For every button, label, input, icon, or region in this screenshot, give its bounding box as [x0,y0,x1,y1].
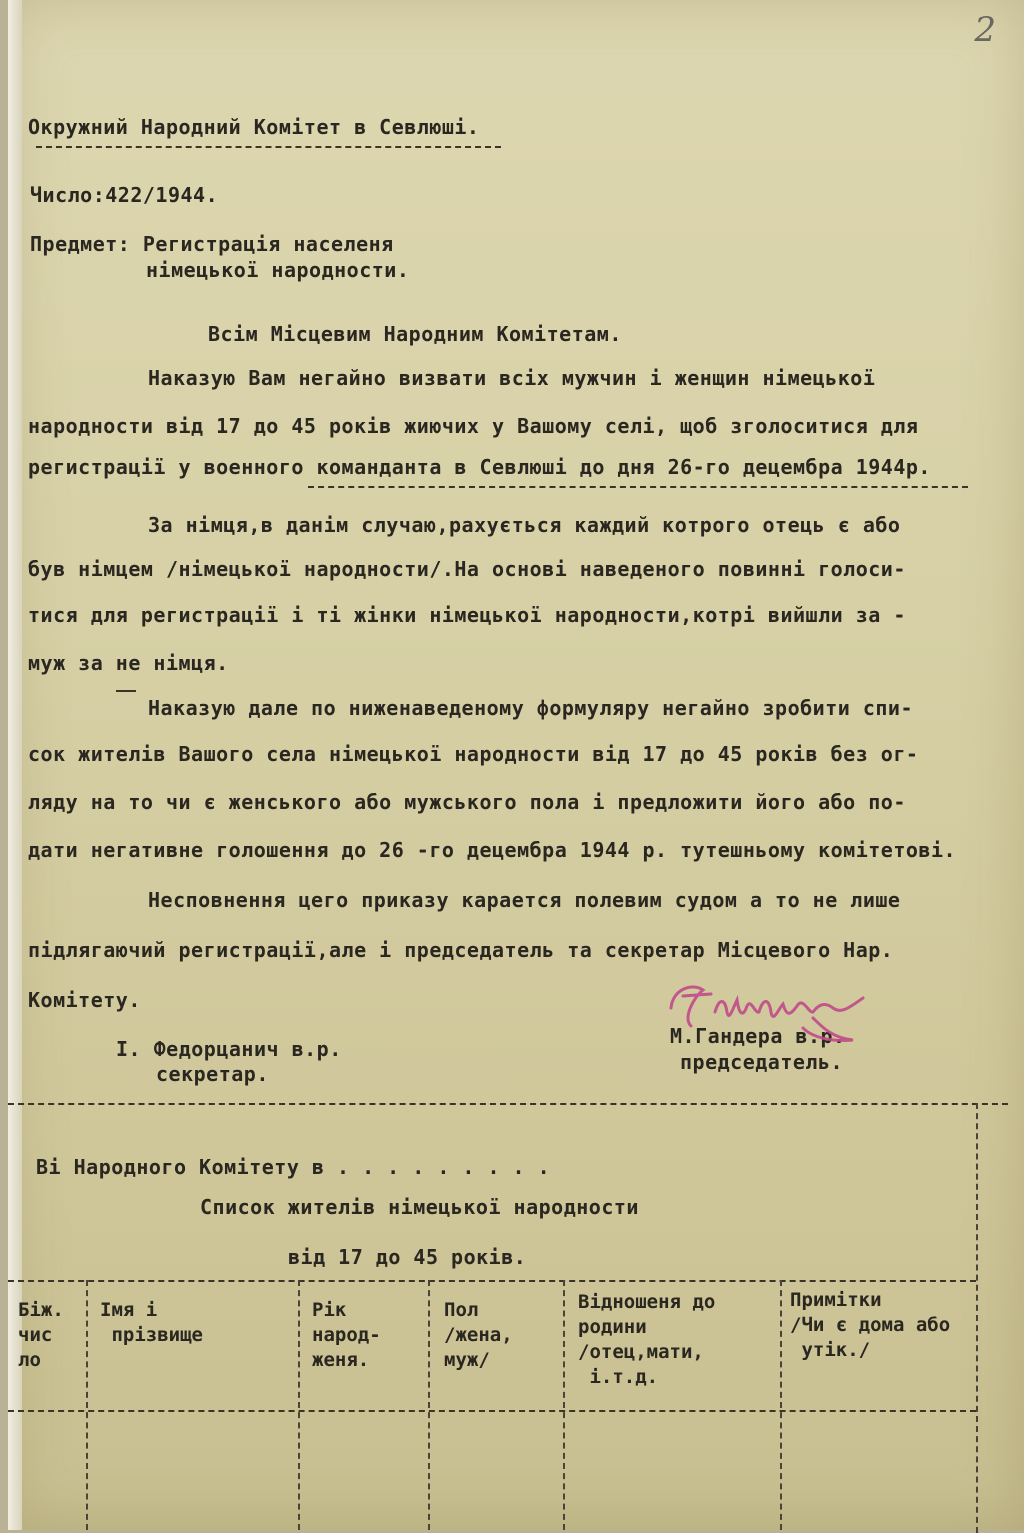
handwritten-signature [663,968,873,1048]
body-line: підлягаючий регистрації,але і председатель та секретар Місцевого Нар. [28,938,894,962]
column-header-sex: Пол /жена, муж/ [444,1299,513,1371]
table-divider [563,1280,565,1530]
body-line: ляду на то чи є женського або мужського пола і предложити його або по- [28,790,906,814]
organization-title: Окружний Народний Комітет в Севлюші. [28,115,480,139]
body-line: регистрації у военного команданта в Севлюші до дня 26-го децембра 1944р. [28,455,931,479]
subject-line-2: німецької народности. [146,258,410,282]
document-page [8,0,1024,1530]
body-line: За німця,в данім случаю,рахується каждий котрого отець є або [148,513,901,537]
form-top-rule [8,1103,1008,1105]
body-line: сок жителів Вашого села німецької народности від 17 до 45 років без ог- [28,742,919,766]
body-line: Несповнення цего приказу карается полевим судом а то не лише [148,888,901,912]
table-top-rule [8,1280,976,1282]
addressee: Всім Місцевим Народним Комітетам. [208,322,622,346]
chairman-name: М.Гандера в.р. [670,1024,846,1048]
body-line: муж за не німця. [28,651,229,675]
body-line: Наказую дале по ниженаведеному формуляру негайно зробити спи- [148,696,914,720]
form-subtitle: від 17 до 45 років. [288,1245,527,1269]
table-divider [428,1280,430,1530]
column-header-relation: Відношеня до родини /отец,мати, і.т.д. [578,1291,716,1388]
form-right-border [976,1103,978,1533]
body-underline [308,486,968,488]
table-divider [780,1280,782,1530]
secretary-name: І. Федорцанич в.р. [116,1037,342,1061]
column-header-birth-year: Рік народ- женя. [312,1299,381,1371]
form-from-line: Ві Народного Комітету в . . . . . . . . . [36,1155,551,1179]
table-divider [298,1280,300,1530]
body-line: народности від 17 до 45 років жиючих у Вашому селі, щоб зголоситися для [28,414,919,438]
document-number: Число:422/1944. [30,183,219,207]
title-underline [36,146,501,148]
subject-line-1: Предмет: Регистрація населеня [30,232,394,256]
form-title: Список жителів німецької народности [200,1195,639,1219]
archive-page-number: 2 [974,10,996,50]
body-line: Наказую Вам негайно визвати всіх мужчин і женщин німецької [148,366,876,390]
table-divider [86,1280,88,1530]
body-line: дати негативне голошення до 26 -го децембра 1944 р. тутешньому комітетові. [28,838,957,862]
column-header-notes: Примітки /Чи є дома або утік./ [790,1289,951,1361]
body-line: тися для регистрації і ті жінки німецької народности,котрі вийшли за - [28,603,906,627]
body-line: був німцем /німецької народности/.На основі наведеного повинні голоси- [28,557,906,581]
column-header-number: Біж. чис ло [18,1299,64,1371]
column-header-name: Імя і прізвище [100,1299,203,1346]
secretary-title: секретар. [156,1062,269,1086]
paragraph-dash [116,690,136,692]
chairman-title: председатель. [680,1050,844,1074]
table-header-rule [8,1410,976,1412]
body-line: Комітету. [28,988,141,1012]
